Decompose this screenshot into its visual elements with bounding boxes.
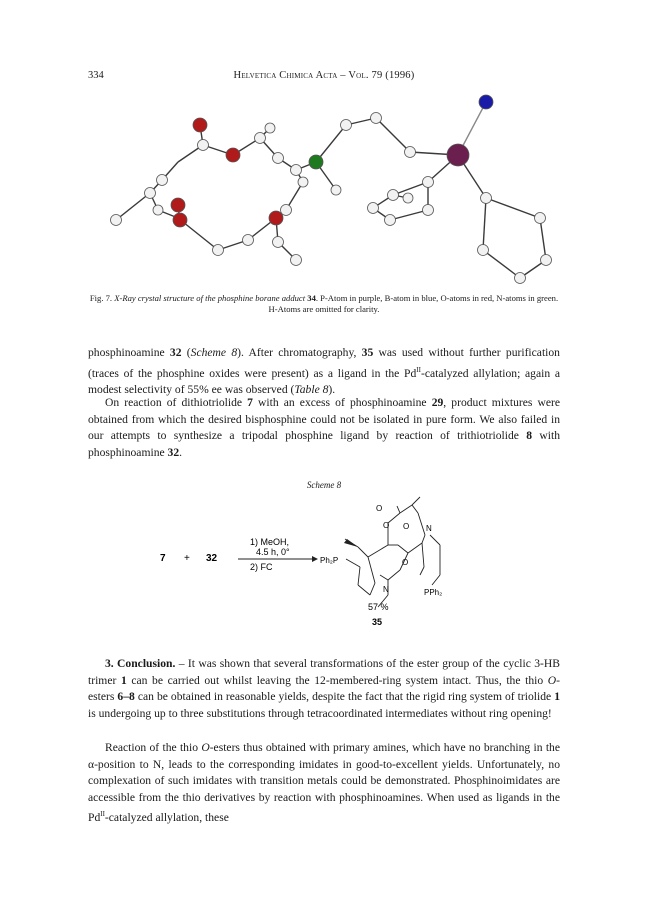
reactant-32: 32 <box>206 553 218 564</box>
oxygen-atom <box>269 211 283 225</box>
carbon-atom <box>273 153 284 164</box>
caption-compound: 34 <box>307 293 316 303</box>
oxygen-atom <box>226 148 240 162</box>
oxygen-atom <box>173 213 187 227</box>
carbon-atom <box>145 188 156 199</box>
boron-atom <box>479 95 493 109</box>
carbon-atom <box>331 185 341 195</box>
oxygen-atom <box>171 198 185 212</box>
scheme-title: Scheme 8 <box>306 480 342 490</box>
yield-label: 57 % <box>368 602 389 612</box>
carbon-atom <box>291 165 302 176</box>
caption-label: Fig. 7. <box>89 293 113 303</box>
carbonyl-o-label: O <box>376 504 383 513</box>
carbon-atom <box>265 123 275 133</box>
condition-2: 4.5 h, 0° <box>256 547 290 557</box>
caption-title: X-Ray crystal structure of the phosphine borane adduct <box>114 293 306 303</box>
carbon-atom <box>291 255 302 266</box>
nitrogen-atom <box>309 155 323 169</box>
condition-3: 2) FC <box>250 562 273 572</box>
carbon-atom <box>405 147 416 158</box>
carbon-atom <box>157 175 168 186</box>
carbon-atom <box>388 190 399 201</box>
carbon-atom <box>213 245 224 256</box>
page-header <box>88 70 560 86</box>
carbon-atom <box>403 193 413 203</box>
conclusion-paragraph: 3. Conclusion. – It was shown that several transformations of the ester group of the cyclic 3-HB trimer 1 can be carried out whilst leaving the 12-membered-ring system intact. Thus, the thio O-esters 6–8 can be obtained in reasonable yields, despite the fact that the rigid ring system of triolide 1 is undergoing up to three substitutions through tetracoordinated intermediates without ring opening! <box>88 657 560 720</box>
carbon-atom <box>255 133 266 144</box>
carbon-atom <box>111 215 122 226</box>
wedge-bond <box>344 539 358 547</box>
carbon-atom <box>198 140 209 151</box>
carbon-atom <box>273 237 284 248</box>
n-label-bottom: N <box>383 585 389 594</box>
ring-o-label-3: O <box>402 558 409 567</box>
page-number: 334 <box>88 70 104 81</box>
carbon-atom <box>341 120 352 131</box>
atom-spheres <box>111 95 552 284</box>
carbon-atom <box>423 205 434 216</box>
crystal-structure-figure <box>88 90 560 285</box>
plus-sign: + <box>184 553 190 564</box>
carbon-atom <box>423 177 434 188</box>
carbon-atom <box>481 193 492 204</box>
carbon-atom <box>478 245 489 256</box>
pph2-right-label: PPh₂ <box>424 588 443 597</box>
product-number: 35 <box>372 617 383 627</box>
carbon-atom <box>153 205 163 215</box>
carbon-atom <box>515 273 526 284</box>
carbon-atom <box>371 113 382 124</box>
ring-o-label-1: O <box>383 521 390 530</box>
running-head: Helvetica Chimica Acta – Vol. 79 (1996) <box>233 70 415 81</box>
paragraph-2: On reaction of dithiotriolide 7 with an excess of phosphinoamine 29, product mixtures were obtained from which the desired bisphosphine could not be isolated in pure form. We also failed in our attempts to synthesize a tripodal phosphine ligand by reaction of trithiotriolide 8 with phosphinoamine 32. <box>88 396 561 459</box>
carbon-atom <box>298 177 308 187</box>
carbon-atom <box>281 205 292 216</box>
oxygen-atom <box>193 118 207 132</box>
paragraph-1: phosphinoamine 32 (Scheme 8). After chromatography, 35 was used without further purification (traces of the phosphine oxides were present) as a ligand in the $Pd^{II}$-catalyzed allylation; again a modest selectivity of 55% ee was observed (Table 8). <box>88 346 560 396</box>
conclusion-heading: 3. Conclusion. <box>105 657 176 670</box>
figure-caption <box>88 293 560 315</box>
carbon-atom <box>541 255 552 266</box>
n-label-right: N <box>426 524 432 533</box>
caption-description: . P-Atom in purple, B-atom in blue, O-atoms in red, N-atoms in green. H-Atoms are omitted for clarity. <box>268 293 559 314</box>
reactant-7: 7 <box>160 553 166 564</box>
carbon-atom <box>535 213 546 224</box>
ph2p-left-label: Ph₂P <box>320 556 339 565</box>
ring-o-label-2: O <box>403 522 410 531</box>
reaction-scheme <box>140 495 443 627</box>
carbon-atom <box>243 235 254 246</box>
carbon-atom <box>368 203 379 214</box>
condition-1: 1) MeOH, <box>250 537 290 547</box>
phosphorus-atom <box>447 144 469 166</box>
paragraph-4: Reaction of the thio O-esters thus obtained with primary amines, which have no branching in the α-position to N, leads to the corresponding imidates in good-to-excellent yields. Unfortunately, no complexation of such imidates with transition metals could be demonstrated. Phosphinoimidates are accessible from the thio derivatives by reaction with phosphinoamines. When used as ligands in the $Pd^{II}$-catalyzed allylation, these <box>88 741 560 824</box>
carbon-atom <box>385 215 396 226</box>
